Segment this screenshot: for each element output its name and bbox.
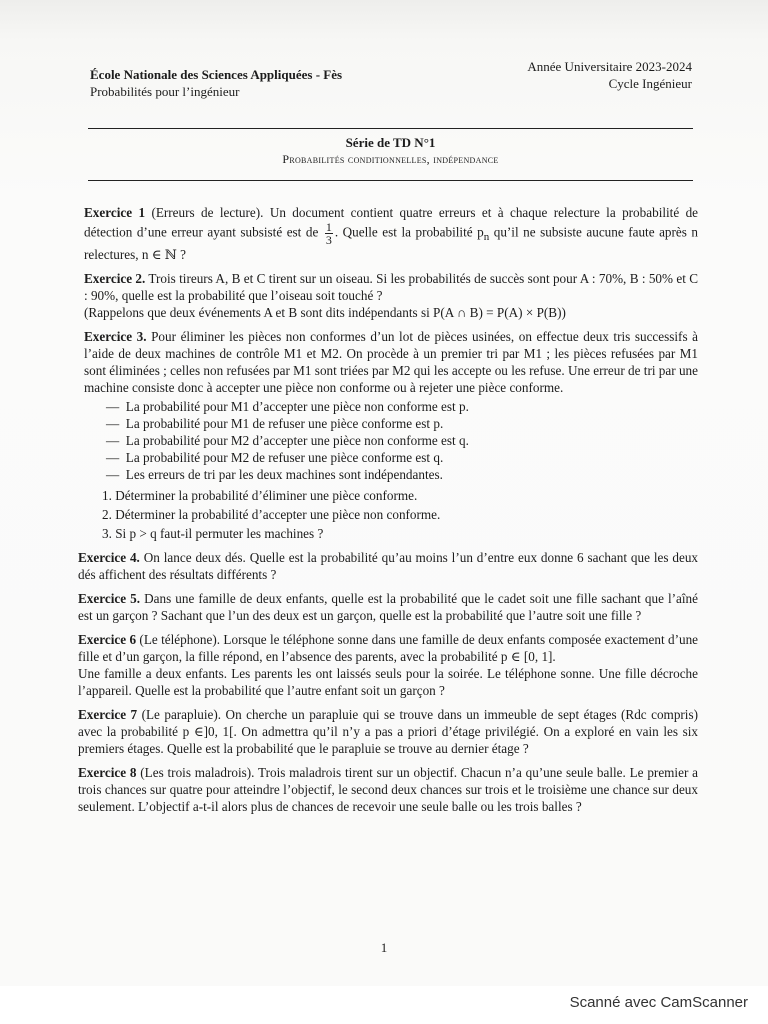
subscript: n xyxy=(483,231,490,244)
list-item: — La probabilité pour M1 d’accepter une pièce non conforme est p. xyxy=(106,398,698,415)
exercise-label: Exercice 1 xyxy=(84,205,146,220)
series-title: Série de TD N°1 xyxy=(345,135,436,150)
exercise-6 xyxy=(78,631,698,699)
watermark-text: Scanné avec CamScanner xyxy=(569,994,748,1011)
exercise-label: Exercice 7 xyxy=(78,707,138,723)
exercise-text: Trois tireurs A, B et C tirent sur un oiseau. Si les probabilités de succès sont pour A : 70%, B : 50% et C : 90%, quelle est la probabilité que l’oiseau soit touché ? xyxy=(84,271,698,304)
exercise-name: (Le téléphone). xyxy=(139,632,221,648)
exercise-text: Trois maladrois tirent sur un objectif. Chacun n’a qu’une seule balle. Le premier a trois chances sur quatre pour atteindre l’objectif, le second deux chances sur trois et le troisième une chance sur deux seulement. L’objectif a-t-il alors plus de chances de recevoir une seule balle ou les trois balles ? xyxy=(78,765,698,815)
title-block xyxy=(88,134,693,167)
list-item: — La probabilité pour M1 de refuser une pièce conforme est p. xyxy=(106,415,698,432)
exercise-4 xyxy=(78,549,698,583)
exercise-text: Une famille a deux enfants. Les parents les ont laissés seuls pour la soirée. Le téléphone sonne. Une fille décroche l’appareil. Quelle est la probabilité que l’autre enfant soit un garçon ? xyxy=(78,666,698,699)
exercise-label: Exercice 3. xyxy=(84,329,147,345)
header-right xyxy=(527,58,692,92)
exercise-name: (Le parapluie). xyxy=(141,707,222,723)
exercise-text: . Quelle est la probabilité p xyxy=(334,224,484,240)
exercise-text: Un document contient quatre erreurs et à chaque relecture la probabilité de détection d’une erreur ayant subsisté est de xyxy=(84,205,699,240)
exercise-text: On cherche un parapluie qui se trouve dans un immeuble de sept étages (Rdc compris) avec la probabilité p ∈]0, 1[. On admettra qu’il n’y a pas a priori d’étage privilégié. On a exploré en vain les six premiers étages. Quelle est la probabilité que le parapluie se trouve au dernier étage ? xyxy=(78,707,698,757)
exercise-text: qu’il ne subsiste aucune faute après n relectures, n ∈ ℕ ? xyxy=(84,224,699,263)
list-item: — La probabilité pour M2 d’accepter une pièce non conforme est q. xyxy=(106,432,698,449)
exercise-text: Lorsque le téléphone sonne dans une famille de deux enfants composée exactement d’une fille et d’un garçon, la fille répond, en l’absence des parents, avec la probabilité p ∈ [0, 1]. xyxy=(78,632,699,665)
exercise-label: Exercice 8 xyxy=(78,765,137,781)
scanner-watermark xyxy=(0,986,768,1024)
series-subtitle: Probabilités conditionnelles, indépendance xyxy=(282,152,499,166)
exercise-8 xyxy=(78,764,698,815)
exercise-label: Exercice 4. xyxy=(78,550,140,566)
exercise-note: (Rappelons que deux événements A et B sont dits indépendants si P(A ∩ B) = P(A) × P(B)) xyxy=(84,305,566,321)
exercise-list xyxy=(78,204,698,822)
course-name: Probabilités pour l’ingénieur xyxy=(90,84,240,99)
school-name: École Nationale des Sciences Appliquées - Fès xyxy=(90,67,343,82)
question-item: 2. Déterminer la probabilité d’accepter une pièce non conforme. xyxy=(102,507,441,523)
top-rule xyxy=(88,128,693,129)
exercise-1 xyxy=(78,204,698,263)
exercise-name: (Les trois maladrois). xyxy=(140,765,255,781)
exercise-label: Exercice 6 xyxy=(78,632,137,648)
cycle-label: Cycle Ingénieur xyxy=(608,76,692,91)
question-list xyxy=(102,487,698,542)
list-item: — Les erreurs de tri par les deux machines sont indépendantes. xyxy=(106,466,698,483)
exercise-label: Exercice 2. xyxy=(84,271,146,287)
exercise-text: Pour éliminer les pièces non conformes d’un lot de pièces usinées, on effectue deux tris successifs à l’aide de deux machines de contrôle M1 et M2. On procède à un premier tri par M1 ; les pièces refusées par M1 sont éliminées ; celles non refusées par M1 sont triées par M2 qui les accepte ou les refuse. Une erreur de tri par une machine consiste donc à accepter une pièce non conforme ou à rejeter une pièce conforme. xyxy=(84,329,698,396)
list-item: — La probabilité pour M2 de refuser une pièce conforme est q. xyxy=(106,449,698,466)
exercise-2 xyxy=(78,270,698,321)
fraction: $\frac{1}{3}$ xyxy=(325,220,332,247)
exercise-text: Dans une famille de deux enfants, quelle est la probabilité que le cadet soit une fille sachant que l’aîné est un garçon ? Sachant que l’un des deux est un garçon, quelle est la probabilité que l’autre soit une fille ? xyxy=(78,591,698,624)
question-item: 3. Si p > q faut-il permuter les machines ? xyxy=(102,526,324,542)
exercise-name: (Erreurs de lecture). xyxy=(151,205,264,220)
exercise-7 xyxy=(78,706,698,757)
bottom-rule xyxy=(88,180,693,181)
exercise-label: Exercice 5. xyxy=(78,591,141,607)
assumption-list xyxy=(106,398,698,483)
exercise-5 xyxy=(78,590,698,624)
question-item: 1. Déterminer la probabilité d’éliminer une pièce conforme. xyxy=(102,488,418,504)
exercise-3 xyxy=(78,328,698,542)
page-number: 1 xyxy=(380,940,388,955)
academic-year: Année Universitaire 2023-2024 xyxy=(527,59,692,74)
exercise-text: On lance deux dés. Quelle est la probabilité qu’au moins l’un d’entre eux donne 6 sachant que les deux dés affichent des résultats différents ? xyxy=(78,550,699,583)
header-left xyxy=(90,66,342,100)
